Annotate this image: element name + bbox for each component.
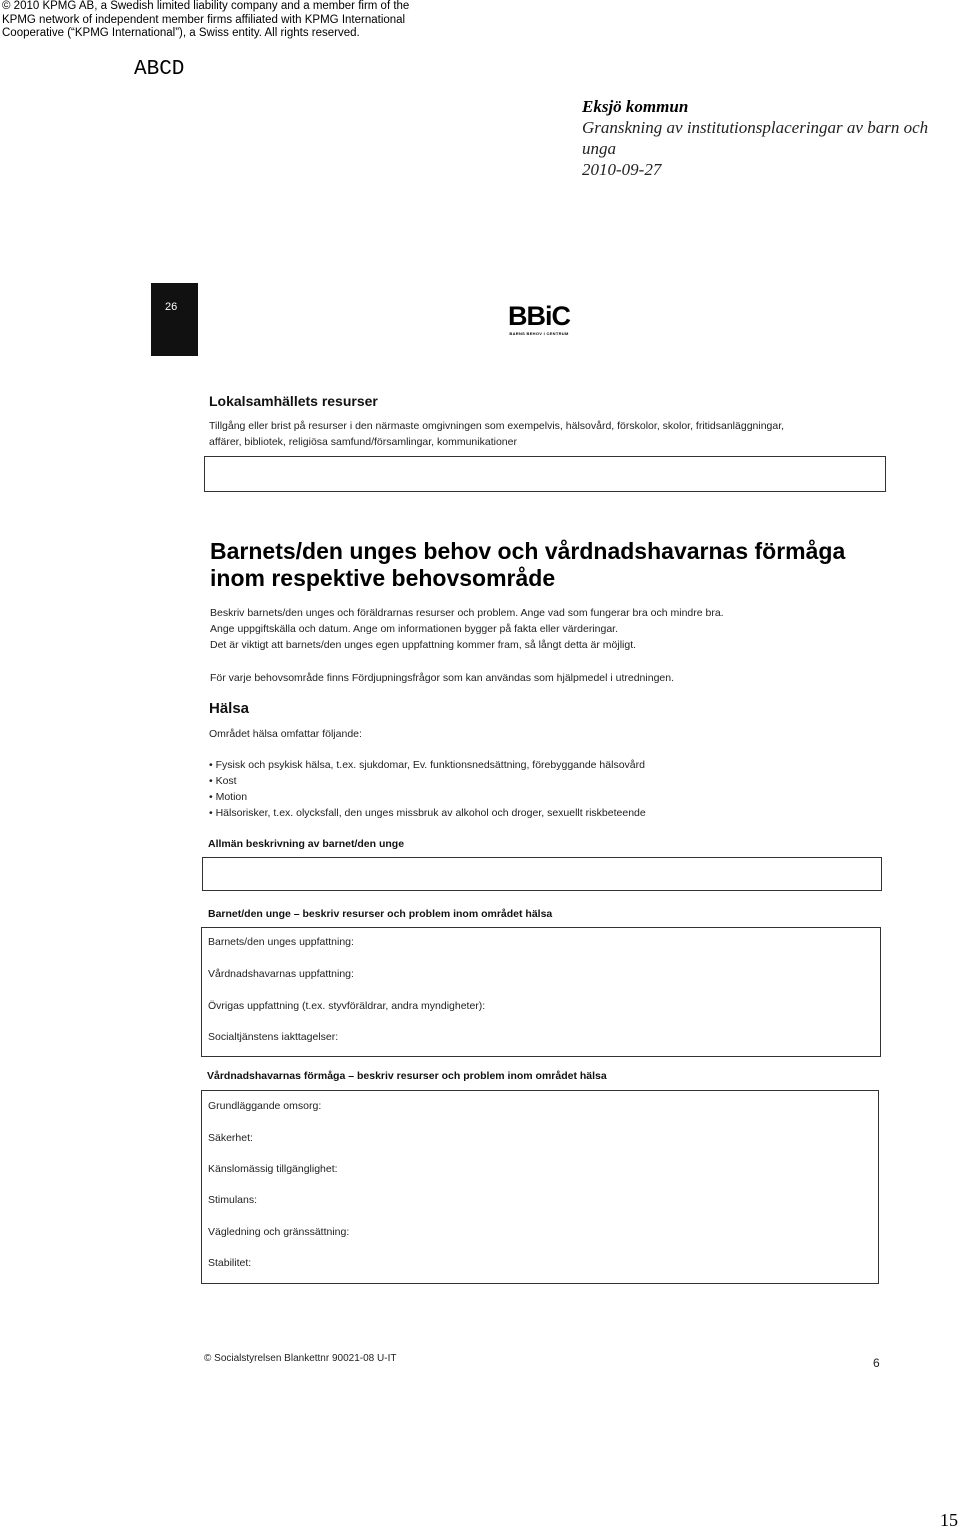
- brand-label: ABCD: [134, 58, 185, 81]
- field-label: Barnets/den unges uppfattning:: [208, 936, 354, 948]
- local-resources-line: affärer, bibliotek, religiösa samfund/församlingar, kommunikationer: [209, 436, 517, 448]
- form-page-footer-number: 6: [873, 1356, 880, 1370]
- report-subtitle-line1: Granskning av institutionsplaceringar av barn och: [582, 118, 929, 137]
- report-date: 2010-09-27: [582, 160, 662, 179]
- local-resources-description: [209, 418, 929, 450]
- intro-note: För varje behovsområde finns Fördjupningsfrågor som kan användas som hjälpmedel i utredningen.: [210, 672, 675, 684]
- copyright-notice: [2, 0, 409, 41]
- report-header: [582, 96, 942, 180]
- intro-line: Ange uppgiftskälla och datum. Ange om informationen bygger på fakta eller värderingar.: [210, 623, 618, 635]
- list-item: • Fysisk och psykisk hälsa, t.ex. sjukdomar, Ev. funktionsnedsättning, förebyggande hälsovård: [209, 757, 909, 773]
- field-label: Övrigas uppfattning (t.ex. styvföräldrar, andra myndigheter):: [208, 1000, 486, 1012]
- field-label: Socialtjänstens iakttagelser:: [208, 1031, 339, 1043]
- intro-line: Beskriv barnets/den unges och föräldrarnas resurser och problem. Ange vad som fungerar bra och mindre bra.: [210, 607, 724, 619]
- list-item: • Hälsorisker, t.ex. olycksfall, den unges missbruk av alkohol och droger, sexuellt riskbeteende: [209, 805, 909, 821]
- child-section-title: Barnet/den unge – beskriv resurser och problem inom området hälsa: [208, 908, 553, 920]
- list-item: • Motion: [209, 789, 909, 805]
- local-resources-title: Lokalsamhällets resurser: [209, 393, 378, 409]
- main-heading-line2: inom respektive behovsområde: [210, 565, 556, 591]
- main-heading: [210, 538, 910, 592]
- intro-line: Det är viktigt att barnets/den unges egen uppfattning kommer fram, så långt detta är möjligt.: [210, 639, 637, 651]
- report-subtitle-line2: unga: [582, 139, 616, 158]
- logo-tagline: BARNS BEHOV I CENTRUM: [509, 331, 569, 336]
- field-label: Säkerhet:: [208, 1132, 253, 1144]
- local-resources-line: Tillgång eller brist på resurser i den närmaste omgivningen som exempelvis, hälsovård, förskolor, skolor, fritidsanläggningar,: [209, 420, 785, 432]
- field-label: Stimulans:: [208, 1194, 258, 1206]
- main-heading-line1: Barnets/den unges behov och vårdnadshavarnas förmåga: [210, 538, 846, 564]
- field-label: Grundläggande omsorg:: [208, 1100, 322, 1112]
- general-description-field[interactable]: [202, 857, 882, 891]
- local-resources-field[interactable]: [204, 456, 886, 492]
- field-label: Stabilitet:: [208, 1257, 252, 1269]
- list-item: • Kost: [209, 773, 909, 789]
- health-title: Hälsa: [209, 700, 250, 717]
- logo-text: BBiC: [508, 301, 570, 331]
- field-label: Vägledning och gränssättning:: [208, 1226, 350, 1238]
- form-page-number: 26: [165, 301, 178, 313]
- health-includes-label: Området hälsa omfattar följande:: [209, 728, 362, 740]
- copyright-line: © 2010 KPMG AB, a Swedish limited liability company and a member firm of the: [2, 0, 410, 12]
- general-description-title: Allmän beskrivning av barnet/den unge: [208, 838, 405, 850]
- page-number: 15: [940, 1510, 958, 1530]
- field-label: Vårdnadshavarnas uppfattning:: [208, 968, 354, 980]
- guardian-section-title: Vårdnadshavarnas förmåga – beskriv resurser och problem inom området hälsa: [207, 1070, 607, 1082]
- bbic-logo: [484, 302, 594, 336]
- form-page-badge: [151, 283, 198, 356]
- copyright-line: Cooperative (“KPMG International”), a Swiss entity. All rights reserved.: [2, 27, 360, 39]
- field-label: Känslomässig tillgänglighet:: [208, 1163, 338, 1175]
- org-name: Eksjö kommun: [582, 97, 689, 116]
- copyright-line: KPMG network of independent member firms affiliated with KPMG International: [2, 13, 406, 26]
- form-footer: © Socialstyrelsen Blankettnr 90021-08 U-IT: [204, 1353, 397, 1364]
- health-bullet-list: [209, 757, 909, 821]
- guardian-section-box[interactable]: [201, 1090, 879, 1284]
- child-section-box[interactable]: [201, 927, 881, 1057]
- intro-text: [210, 605, 930, 653]
